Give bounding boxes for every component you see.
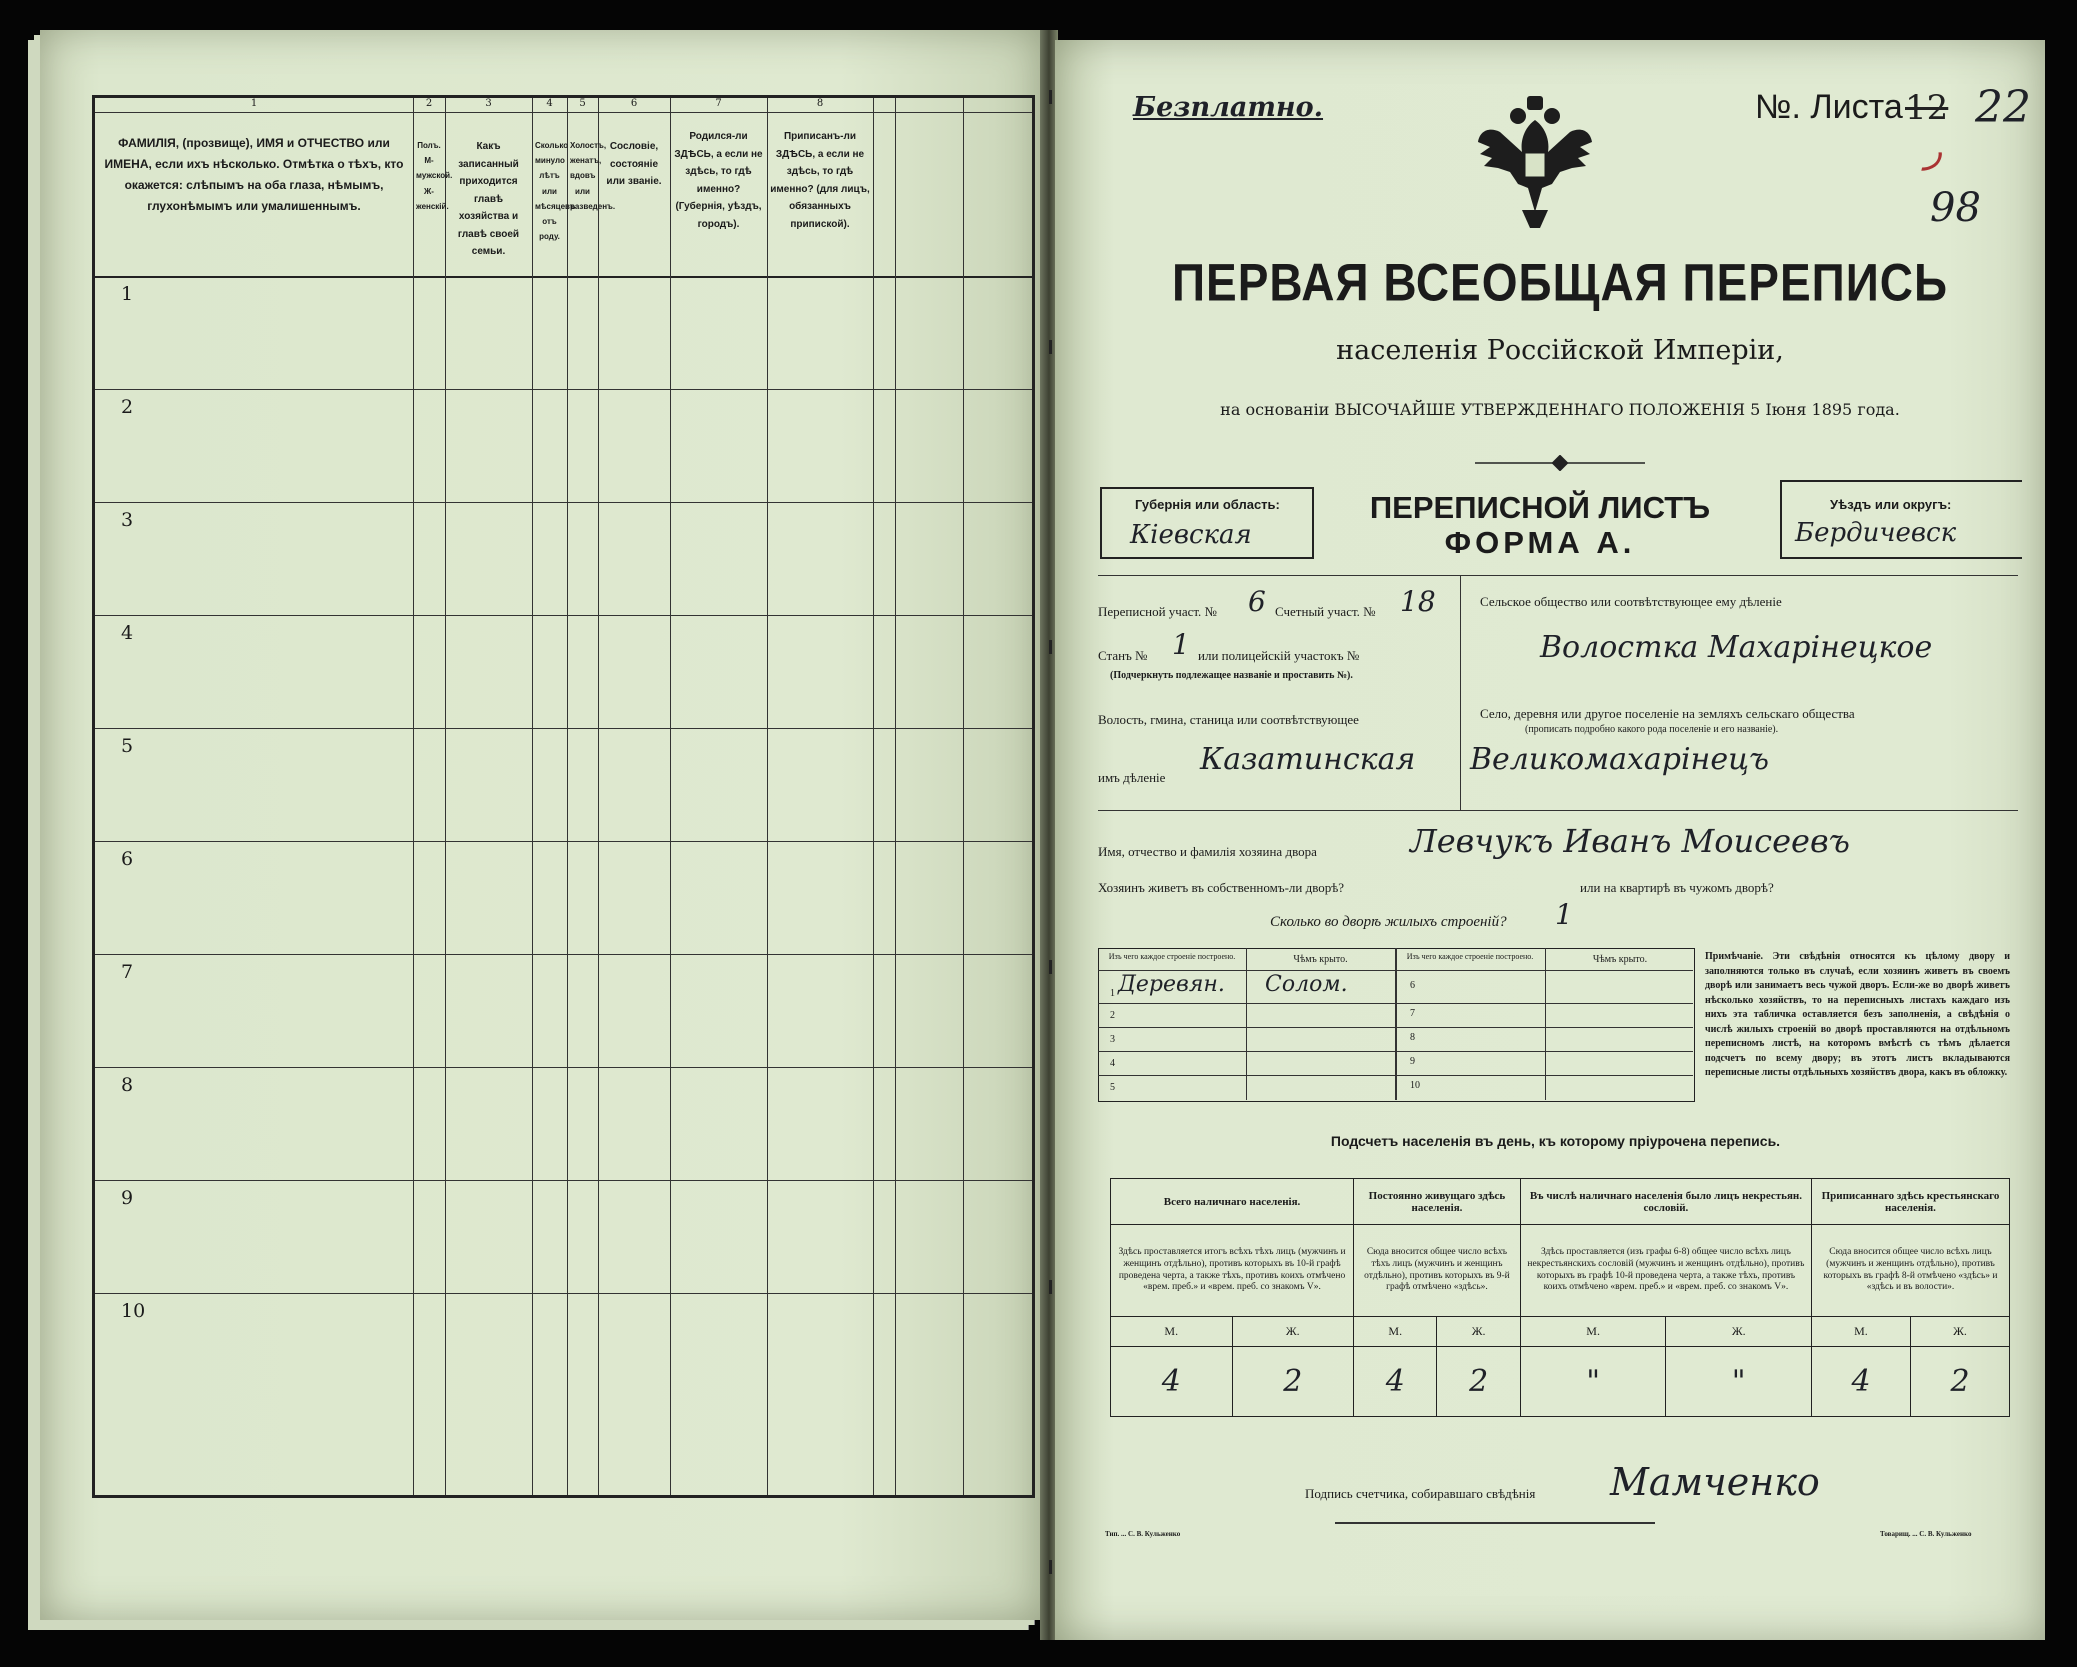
sheet-number-handwritten: 22 — [1975, 82, 2031, 133]
header-born-here: Родился-ли ЗДѢСЬ, а если не здѣсь, то гдѣ именно? (Губернія, уѣздъ, городъ). — [674, 131, 763, 230]
census-district-value: 6 — [1248, 585, 1266, 618]
count-value: 2 — [1437, 1347, 1520, 1417]
bld-row-number: 2 — [1110, 1010, 1115, 1021]
bld-header-roof-2: Чѣмъ крыто. — [1592, 954, 1648, 965]
volost-label-2: имъ дѣленіе — [1098, 770, 1166, 785]
column-number: 8 — [816, 98, 824, 109]
lives-rent-label: или на квартирѣ въ чужомъ дворѣ? — [1580, 880, 1774, 895]
form-subtitle: ФОРМА А. — [1444, 525, 1636, 560]
table-row — [95, 954, 1032, 1068]
volost-label: Волость, гмина, станица или соотвѣтствующее — [1098, 712, 1359, 727]
count-title: Подсчетъ населенія въ день, къ которому пріурочена перепись. — [1330, 1133, 1781, 1149]
row-number: 6 — [121, 848, 134, 870]
stan-value: 1 — [1172, 628, 1190, 661]
bld-row-number: 7 — [1410, 1008, 1415, 1019]
row-number: 2 — [121, 396, 134, 418]
header-name: ФАМИЛІЯ, (прозвище), ИМЯ и ОТЧЕСТВО или ИМЕНА, если ихъ нѣсколько. Отмѣтка о тѣхъ, кто окажется: слѣпымъ на оба глаза, нѣмымъ, глухонѣмымъ или умалишеннымъ. — [104, 136, 404, 213]
bld-row-number: 9 — [1410, 1056, 1415, 1067]
bld-row-number: 4 — [1110, 1058, 1115, 1069]
column-number: 6 — [630, 98, 638, 109]
row-number: 9 — [121, 1187, 134, 1209]
column-number: 2 — [425, 98, 433, 109]
buildings-label: Сколько во дворѣ жилыхъ строеній? — [1270, 914, 1507, 930]
row-number: 4 — [121, 622, 134, 644]
bld-row-number: 8 — [1410, 1032, 1415, 1043]
count-value: 2 — [1232, 1347, 1354, 1417]
owner-value: Левчукъ Иванъ Моисеевъ — [1410, 822, 1850, 860]
count-value: 2 — [1910, 1347, 2009, 1417]
sex-male-header: М. — [1520, 1317, 1666, 1347]
rural-society-value: Волостка Махарінецкое — [1540, 630, 1933, 665]
bld-header-material-2: Изъ чего каждое строеніе построено. — [1406, 952, 1534, 961]
legal-basis: на основаніи ВЫСОЧАЙШЕ УТВЕРЖДЕННАГО ПОЛОЖЕНІЯ 5 Іюня 1895 года. — [1220, 400, 1900, 419]
count-col-desc: Здѣсь проставляется итогъ всѣхъ тѣхъ лицъ (мужчинъ и женщинъ отдѣльно), противъ которыхъ въ 10-й графѣ проведена черта, а также тѣхъ, противъ коихъ отмѣчено «врем. преб.» и «врем. преб. со знакомъ V». — [1111, 1225, 1354, 1317]
header-relation: Какъ записанный приходится главѣ хозяйства и главѣ своей семьи. — [457, 141, 520, 257]
row-number: 1 — [121, 283, 134, 305]
bld-header-material: Изъ чего каждое строеніе построено. — [1108, 952, 1236, 961]
village-note: (прописать подробно какого рода поселеніе и его названіе). — [1525, 724, 1779, 735]
count-value: 4 — [1111, 1347, 1233, 1417]
signature-label: Подпись счетчика, собиравшаго свѣдѣнія — [1305, 1486, 1536, 1501]
count-col-head: Приписаннаго здѣсь крестьянскаго населенія. — [1812, 1179, 2010, 1225]
table-row — [95, 1293, 1032, 1406]
sex-female-header: Ж. — [1437, 1317, 1520, 1347]
counter-signature: Мамченко — [1610, 1460, 1820, 1504]
imperial-eagle-icon — [1470, 92, 1600, 232]
sex-male-header: М. — [1111, 1317, 1233, 1347]
printer-mark-left: Тип. ... С. В. Кульженко — [1105, 1530, 1181, 1538]
column-number: 7 — [715, 98, 722, 109]
printer-mark-right: Товарищ. ... С. В. Кульженко — [1880, 1530, 1972, 1538]
header-age: Сколько минуло лѣтъ или мѣсяцевъ отъ роду. — [535, 141, 576, 242]
population-count-table — [1110, 1178, 2010, 1417]
row-number: 10 — [121, 1300, 146, 1322]
sex-male-header: М. — [1812, 1317, 1911, 1347]
table-row — [95, 1067, 1032, 1181]
count-col-desc: Сюда вносится общее число всѣхъ тѣхъ лицъ (мужчинъ и женщинъ отдѣльно), противъ которыхъ въ 9-й графѣ отмѣчено «здѣсь». — [1354, 1225, 1521, 1317]
table-row — [95, 502, 1032, 616]
province-value: Кіевская — [1130, 520, 1252, 550]
province-label: Губернія или область: — [1135, 497, 1280, 512]
header-estate: Сословіе, состояніе или званіе. — [606, 141, 662, 187]
row-number: 8 — [121, 1074, 134, 1096]
underline-note: (Подчеркнуть подлежащее названіе и проставить №). — [1110, 670, 1353, 681]
ornament-divider — [1470, 455, 1650, 471]
table-row — [95, 1180, 1032, 1294]
column-number: 4 — [546, 98, 553, 109]
village-label: Село, деревня или другое поселеніе на земляхъ сельскаго общества — [1480, 706, 1855, 721]
bld1-material-value: Деревян. — [1118, 972, 1225, 997]
bld-row-number: 6 — [1410, 980, 1415, 991]
count-col-desc: Здѣсь проставляется (изъ графы 6-8) общее число всѣхъ лицъ некрестьянскихъ сословій (мужчинъ и женщинъ отдѣльно), противъ которыхъ въ графѣ 10-й проведена черта, а также тѣхъ, противъ коихъ отмѣчено «врем. преб.» и «врем. преб. со знакомъ V». — [1520, 1225, 1811, 1317]
bld-header-roof: Чѣмъ крыто. — [1293, 954, 1348, 965]
header-sex: Полъ. М-мужской. Ж-женскій. — [416, 141, 453, 211]
sheet-number-label: №. Листа — [1755, 88, 1903, 126]
column-number: 5 — [579, 98, 586, 109]
table-row — [95, 615, 1032, 729]
bld1-roof-value: Солом. — [1265, 972, 1348, 997]
form-title: ПЕРЕПИСНОЙ ЛИСТЪ — [1369, 490, 1711, 525]
document-subtitle: населенія Россійской Имперіи, — [1336, 335, 1784, 366]
village-value: Великомахарінецъ — [1470, 742, 1770, 777]
census-district-label: Переписной участ. № — [1098, 604, 1217, 619]
sex-female-header: Ж. — [1232, 1317, 1354, 1347]
district-label: Уѣздъ или округъ: — [1830, 497, 1952, 512]
row-number: 5 — [121, 735, 134, 757]
buildings-note: Примѣчаніе. Эти свѣдѣнія относятся къ цѣлому двору и заполняются только въ случаѣ, если хозяинъ живетъ въ своемъ дворѣ или занимаетъ весь чужой дворъ. Если-же во дворѣ живетъ нѣсколько хозяйствъ, то на переписныхъ листахъ каждаго изъ нихъ эта табличка оставляется безъ заполненія, а свѣдѣнія о числѣ жилыхъ строеній во дворѣ проставляются на отдѣльномъ переписномъ листѣ, на которомъ вмѣстѣ съ тѣмъ дѣлается подсчетъ по всему двору; въ этотъ листъ вкладываются переписные листы отдѣльныхъ хозяйствъ двора, какъ въ обложку. — [1705, 951, 2010, 1078]
table-row — [95, 841, 1032, 955]
column-number: 3 — [485, 98, 492, 109]
bld-row-number: 3 — [1110, 1034, 1115, 1045]
sex-female-header: Ж. — [1910, 1317, 2009, 1347]
table-row — [95, 728, 1032, 842]
bld-row-number: 10 — [1410, 1080, 1420, 1091]
header-registered-here: Приписанъ-ли ЗДѢСЬ, а если не здѣсь, то гдѣ именно? (для лицъ, обязанныхъ припиской). — [770, 131, 870, 230]
count-col-desc: Сюда вносится общее число всѣхъ лицъ (мужчинъ и женщинъ отдѣльно), противъ которыхъ въ графѣ 8-й отмѣчено «здѣсь» и «здѣсь и въ волости». — [1812, 1225, 2010, 1317]
lives-own-label: Хозяинъ живетъ въ собственномъ-ли дворѣ? — [1098, 880, 1345, 895]
volost-value: Казатинская — [1200, 742, 1416, 777]
rural-society-label: Сельское общество или соотвѣтствующее ему дѣленіе — [1480, 594, 1782, 609]
count-col-head: Постоянно живущаго здѣсь населенія. — [1354, 1179, 1521, 1225]
owner-label: Имя, отчество и фамилія хозяина двора — [1098, 844, 1317, 859]
counting-district-value: 18 — [1400, 585, 1436, 618]
header-marital: Холостъ, женатъ, вдовъ или разведенъ. — [570, 141, 616, 211]
buildings-value: 1 — [1555, 898, 1573, 931]
count-value: " — [1666, 1347, 1812, 1417]
stan-label: Станъ № — [1098, 648, 1148, 663]
row-number: 7 — [121, 961, 134, 983]
count-value: " — [1520, 1347, 1666, 1417]
table-row — [95, 389, 1032, 503]
district-value: Бердичевск — [1795, 518, 1957, 548]
census-persons-table — [92, 95, 1035, 1498]
sex-female-header: Ж. — [1666, 1317, 1812, 1347]
counting-district-label: Счетный участ. № — [1275, 604, 1376, 619]
count-col-head: Въ числѣ наличнаго населенія было лицъ некрестьян. сословій. — [1520, 1179, 1811, 1225]
count-col-head: Всего наличнаго населенія. — [1111, 1179, 1354, 1225]
free-label: Безплатно. — [1133, 92, 1324, 123]
red-pencil-mark: ر — [1925, 130, 1943, 171]
bld-row-number: 5 — [1110, 1082, 1115, 1093]
bld-row-number: 1 — [1110, 988, 1115, 999]
sheet-number-struck: 12 — [1905, 88, 1949, 128]
sheet-number-handwritten-2: 98 — [1930, 185, 1981, 231]
document-title: ПЕРВАЯ ВСЕОБЩАЯ ПЕРЕПИСЬ — [1171, 252, 1949, 312]
table-row — [95, 276, 1032, 390]
sex-male-header: М. — [1354, 1317, 1437, 1347]
column-number: 1 — [250, 98, 258, 109]
count-value: 4 — [1812, 1347, 1911, 1417]
row-number: 3 — [121, 509, 134, 531]
police-district-label: или полицейскій участокъ № — [1198, 648, 1360, 663]
count-value: 4 — [1354, 1347, 1437, 1417]
